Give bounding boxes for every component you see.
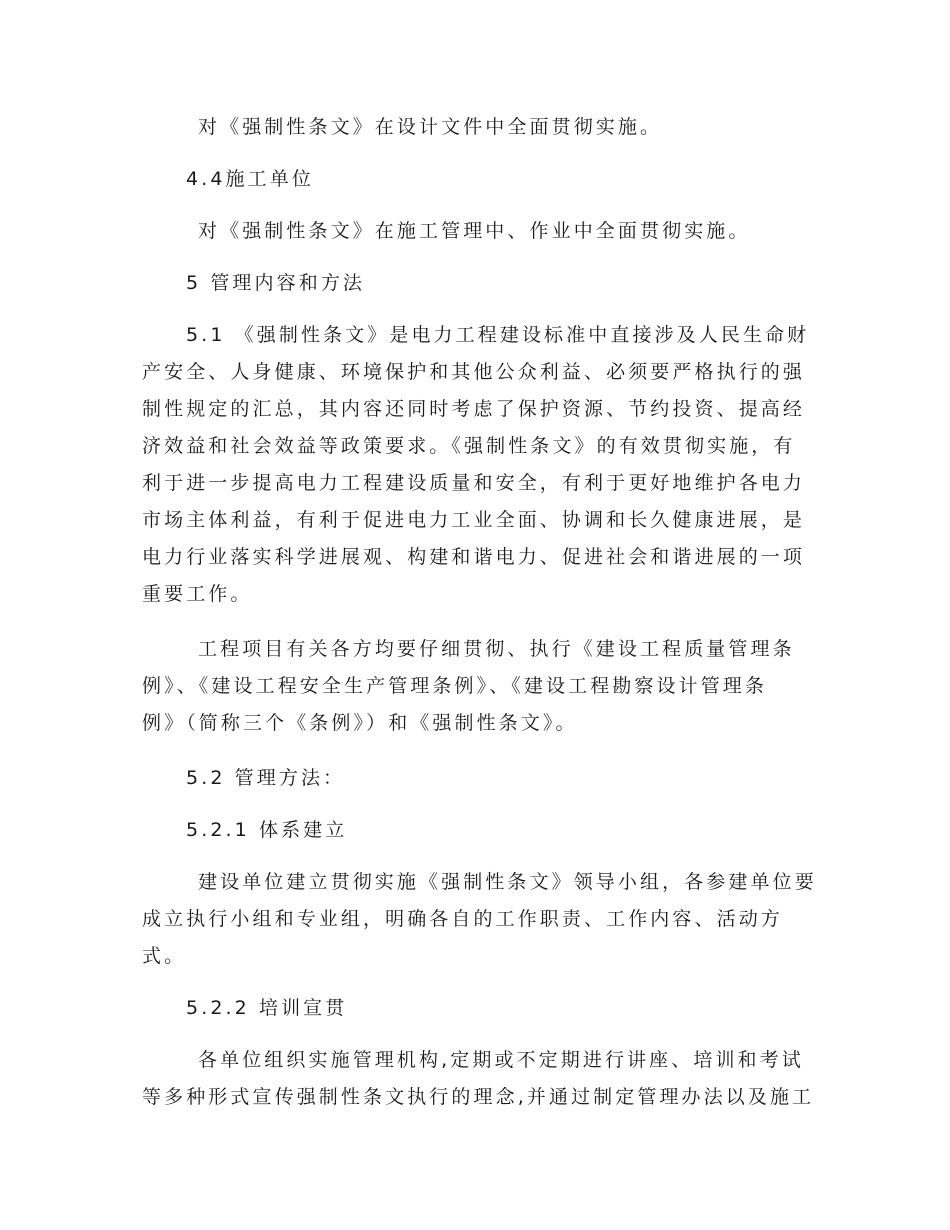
paragraph-5-1-line: 电力行业落实科学进展观、构建和谐电力、促进社会和谐进展的一项 [142,546,806,568]
paragraph-5-1-line: 5.1 《强制性条文》是电力工程建设标准中直接涉及人民生命财 [186,324,810,346]
section-heading-5-2-1: 5.2.1 体系建立 [186,819,348,841]
paragraph-5-1-line: 制性规定的汇总，其内容还同时考虑了保护资源、节约投资、提高经 [142,398,806,420]
paragraph-system-line: 建设单位建立贯彻实施《强制性条文》领导小组，各参建单位要 [198,871,817,893]
paragraph-regulations-line: 例》（简称三个《条例》）和《强制性条文》。 [142,712,578,734]
paragraph-regulations-line: 例》、《建设工程安全生产管理条例》、《建设工程勘察设计管理条 [142,675,768,697]
paragraph-construction-implementation: 对《强制性条文》在施工管理中、作业中全面贯彻实施。 [198,220,751,242]
paragraph-regulations-line: 工程项目有关各方均要仔细贯彻、执行《建设工程质量管理条 [198,638,795,660]
section-heading-5-2: 5.2 管理方法： [186,767,346,789]
paragraph-5-1-line: 市场主体利益，有利于促进电力工业全面、协调和长久健康进展，是 [142,509,806,531]
paragraph-training-line: 等多种形式宣传强制性条文执行的理念,并通过制定管理办法以及施工 [142,1086,815,1108]
paragraph-5-1-line: 重要工作。 [142,583,253,605]
paragraph-5-1-line: 利于进一步提高电力工程建设质量和安全，有利于更好地维护各电力 [142,472,806,494]
paragraph-system-line: 式。 [142,945,187,967]
paragraph-5-1-line: 产安全、人身健康、环境保护和其他公众利益、必须要严格执行的强 [142,361,806,383]
paragraph-system-line: 成立执行小组和专业组，明确各自的工作职责、工作内容、活动方 [142,908,783,930]
section-heading-5-2-2: 5.2.2 培训宣贯 [186,997,348,1019]
section-heading-5: 5 管理内容和方法 [186,272,366,294]
section-heading-4-4: 4.4施工单位 [186,168,314,190]
paragraph-training-line: 各单位组织实施管理机构,定期或不定期进行讲座、培训和考试 [198,1049,804,1071]
paragraph-5-1-line: 济效益和社会效益等政策要求。《强制性条文》的有效贯彻实施，有 [142,435,796,457]
paragraph-design-docs: 对《强制性条文》在设计文件中全面贯彻实施。 [198,116,663,138]
